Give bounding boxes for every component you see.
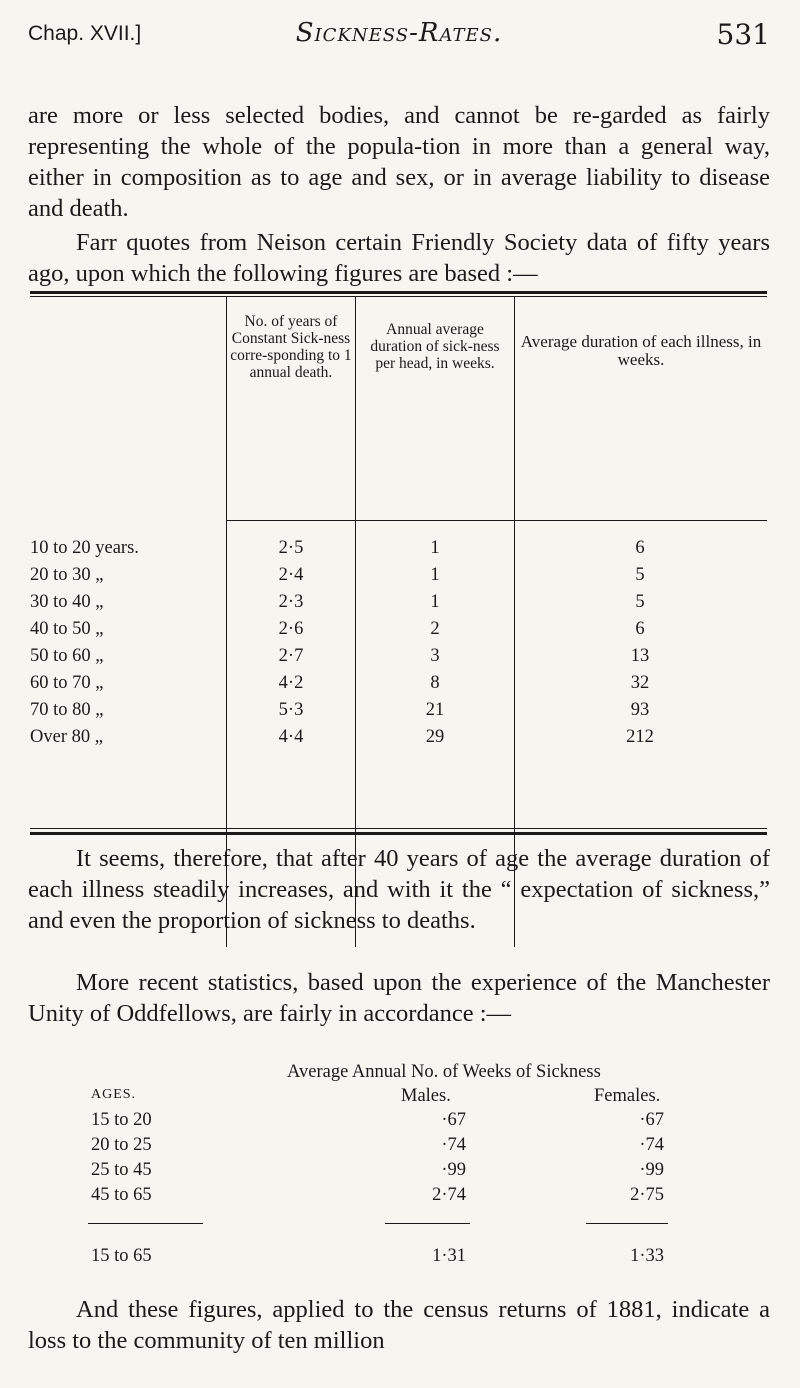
age-cell: 40 to 50 „ bbox=[30, 619, 104, 639]
table-row bbox=[30, 646, 767, 673]
running-header bbox=[28, 14, 770, 54]
age-cell: Over 80 „ bbox=[30, 727, 103, 747]
age-cell: 50 to 60 „ bbox=[30, 646, 104, 666]
constant-sickness-cell: 2·6 bbox=[278, 619, 304, 639]
table-row bbox=[30, 700, 767, 727]
age-cell: 15 to 65 bbox=[91, 1246, 152, 1266]
table-row bbox=[30, 727, 767, 754]
annual-average-cell: 29 bbox=[425, 727, 445, 747]
table-total-row bbox=[0, 1246, 800, 1270]
age-cell: 30 to 40 „ bbox=[30, 592, 104, 612]
total-rule bbox=[88, 1223, 203, 1224]
average-duration-cell: 6 bbox=[635, 619, 645, 639]
table-top-rule bbox=[30, 291, 767, 294]
paragraph-3: It seems, therefore, that after 40 years of age the average duration of each illness steadily increases, and with it the “ expectation of sickness,” and even the proportion of sickness to deaths. bbox=[28, 845, 770, 934]
females-header: Females. bbox=[594, 1086, 661, 1106]
age-cell: 25 to 45 bbox=[91, 1160, 152, 1180]
age-cell: 20 to 25 bbox=[91, 1135, 152, 1155]
table-row bbox=[0, 1135, 800, 1159]
column-header-annual-average: Annual average duration of sick-ness per head, in weeks. bbox=[370, 321, 500, 372]
average-duration-cell: 32 bbox=[630, 673, 650, 693]
constant-sickness-cell: 2·5 bbox=[278, 538, 304, 558]
average-duration-cell: 212 bbox=[626, 727, 654, 747]
table-top-rule-thin bbox=[30, 296, 767, 297]
column-header-constant-sickness: No. of years of Constant Sick-ness corre-sponding to 1 annual death. bbox=[230, 313, 352, 381]
paragraph-1: are more or less selected bodies, and cannot be re-garded as fairly representing the whole of the popula-tion in more than a general way, either in composition as to age and sex, or in average liability to disease and death. bbox=[28, 102, 770, 222]
total-rule bbox=[385, 1223, 470, 1224]
females-cell: ·99 bbox=[639, 1160, 664, 1180]
header-rule bbox=[226, 520, 767, 521]
age-cell: 45 to 65 bbox=[91, 1185, 152, 1205]
oddfellows-table bbox=[0, 1062, 800, 1272]
constant-sickness-cell: 2·4 bbox=[278, 565, 304, 585]
constant-sickness-cell: 2·7 bbox=[278, 646, 304, 666]
table-row bbox=[30, 538, 767, 565]
table-row bbox=[0, 1185, 800, 1209]
average-duration-cell: 5 bbox=[635, 565, 645, 585]
annual-average-cell: 8 bbox=[430, 673, 440, 693]
constant-sickness-cell: 2·3 bbox=[278, 592, 304, 612]
paragraph-2: Farr quotes from Neison certain Friendly Society data of fifty years ago, upon which the following figures are based :— bbox=[28, 229, 770, 287]
constant-sickness-cell: 4·2 bbox=[278, 673, 304, 693]
constant-sickness-cell: 5·3 bbox=[278, 700, 304, 720]
age-cell: 60 to 70 „ bbox=[30, 673, 104, 693]
paragraph-5: And these figures, applied to the census returns of 1881, indicate a loss to the community of ten million bbox=[28, 1296, 770, 1354]
table-bottom-rule bbox=[30, 832, 767, 835]
average-duration-cell: 13 bbox=[630, 646, 650, 666]
females-cell: ·74 bbox=[639, 1135, 664, 1155]
age-cell: 70 to 80 „ bbox=[30, 700, 104, 720]
annual-average-cell: 1 bbox=[430, 592, 440, 612]
table-row bbox=[30, 565, 767, 592]
females-cell: ·67 bbox=[639, 1110, 664, 1130]
males-header: Males. bbox=[401, 1086, 451, 1106]
females-cell: 1·33 bbox=[630, 1246, 664, 1266]
page-number: 531 bbox=[716, 18, 770, 51]
age-cell: 10 to 20 years. bbox=[30, 538, 139, 558]
annual-average-cell: 3 bbox=[430, 646, 440, 666]
total-rule bbox=[586, 1223, 668, 1224]
males-cell: ·74 bbox=[441, 1135, 466, 1155]
males-cell: ·67 bbox=[441, 1110, 466, 1130]
average-duration-cell: 6 bbox=[635, 538, 645, 558]
average-duration-cell: 93 bbox=[630, 700, 650, 720]
table-row bbox=[30, 673, 767, 700]
paragraph-4: More recent statistics, based upon the experience of the Manchester Unity of Oddfellows, are fairly in accordance :— bbox=[28, 969, 770, 1027]
average-duration-cell: 5 bbox=[635, 592, 645, 612]
table-row bbox=[0, 1160, 800, 1184]
males-cell: ·99 bbox=[441, 1160, 466, 1180]
males-cell: 2·74 bbox=[432, 1185, 466, 1205]
table-row bbox=[30, 592, 767, 619]
age-cell: 20 to 30 „ bbox=[30, 565, 104, 585]
chapter-label: Chap. XVII.] bbox=[28, 22, 142, 45]
table-super-header: Average Annual No. of Weeks of Sickness bbox=[287, 1062, 601, 1082]
females-cell: 2·75 bbox=[630, 1185, 664, 1205]
running-title: Sickness-Rates. bbox=[295, 18, 503, 48]
ages-header: AGES. bbox=[91, 1087, 137, 1102]
table-bottom-rule-thin bbox=[30, 828, 767, 829]
males-cell: 1·31 bbox=[432, 1246, 466, 1266]
age-cell: 15 to 20 bbox=[91, 1110, 152, 1130]
constant-sickness-cell: 4·4 bbox=[278, 727, 304, 747]
annual-average-cell: 21 bbox=[425, 700, 445, 720]
annual-average-cell: 1 bbox=[430, 538, 440, 558]
annual-average-cell: 2 bbox=[430, 619, 440, 639]
table-row bbox=[0, 1110, 800, 1134]
table-row bbox=[30, 619, 767, 646]
column-header-average-duration: Average duration of each illness, in weeks. bbox=[520, 332, 762, 369]
annual-average-cell: 1 bbox=[430, 565, 440, 585]
